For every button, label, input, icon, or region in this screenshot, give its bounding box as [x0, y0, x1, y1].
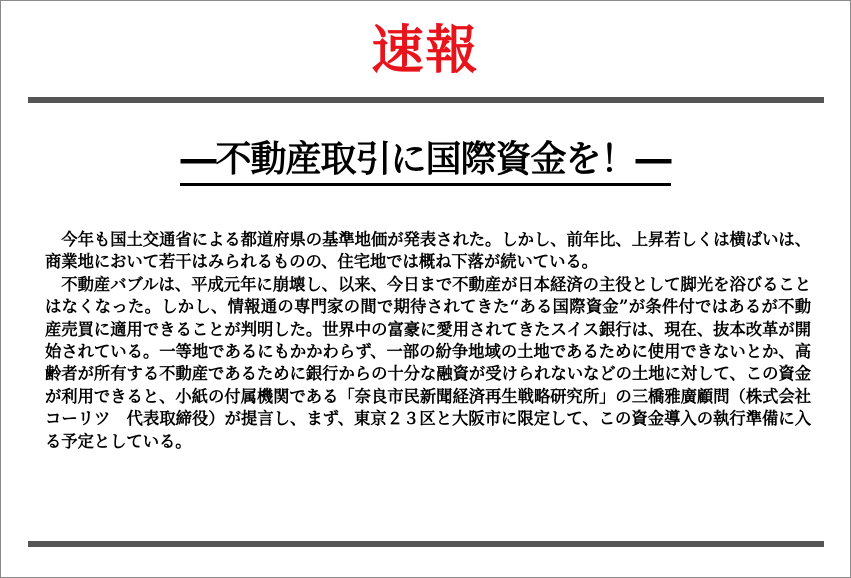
headline: 速報 — [371, 20, 480, 81]
top-divider — [28, 97, 824, 103]
bottom-divider — [28, 541, 824, 547]
article-paragraph: 不動産バブルは、平成元年に崩壊し、以来、今日まで不動産が日本経済の主役として脚光を浴びることはなくなった。しかし、情報通の専門家の間で期待されてきた“ある国際資金”が条件付ではあるが不動産売買に適用できることが判明した。世界中の富豪に愛用されてきたスイス銀行は、現在、抜本改革が開始されている。一等地であるにもかかわらず、一部の紛争地域の土地であるために使用できないとか、高齢者が所有する不動産であるために銀行からの十分な融資が受けられないなどの土地に対して、この資金が利用できると、小紙の付属機関である「奈良市民新聞経済再生戦略研究所」の三橋雅廣顧問（株式会社 コーリツ 代表取締役）が提言し、まず、東京２３区と大阪市に限定して、この資金導入の執行準備に入る予定としている。 — [45, 274, 828, 451]
subheadline: ―不動産取引に国際資金を！― — [180, 139, 670, 186]
article-paragraph: 今年も国土交通省による都道府県の基準地価が発表された。しかし、前年比、上昇若しくは横ばいは、商業地において若干はみられるものの、住宅地では概ね下落が続いている。 — [45, 230, 811, 272]
article-body — [45, 229, 828, 453]
subheadline-container — [1, 139, 850, 186]
